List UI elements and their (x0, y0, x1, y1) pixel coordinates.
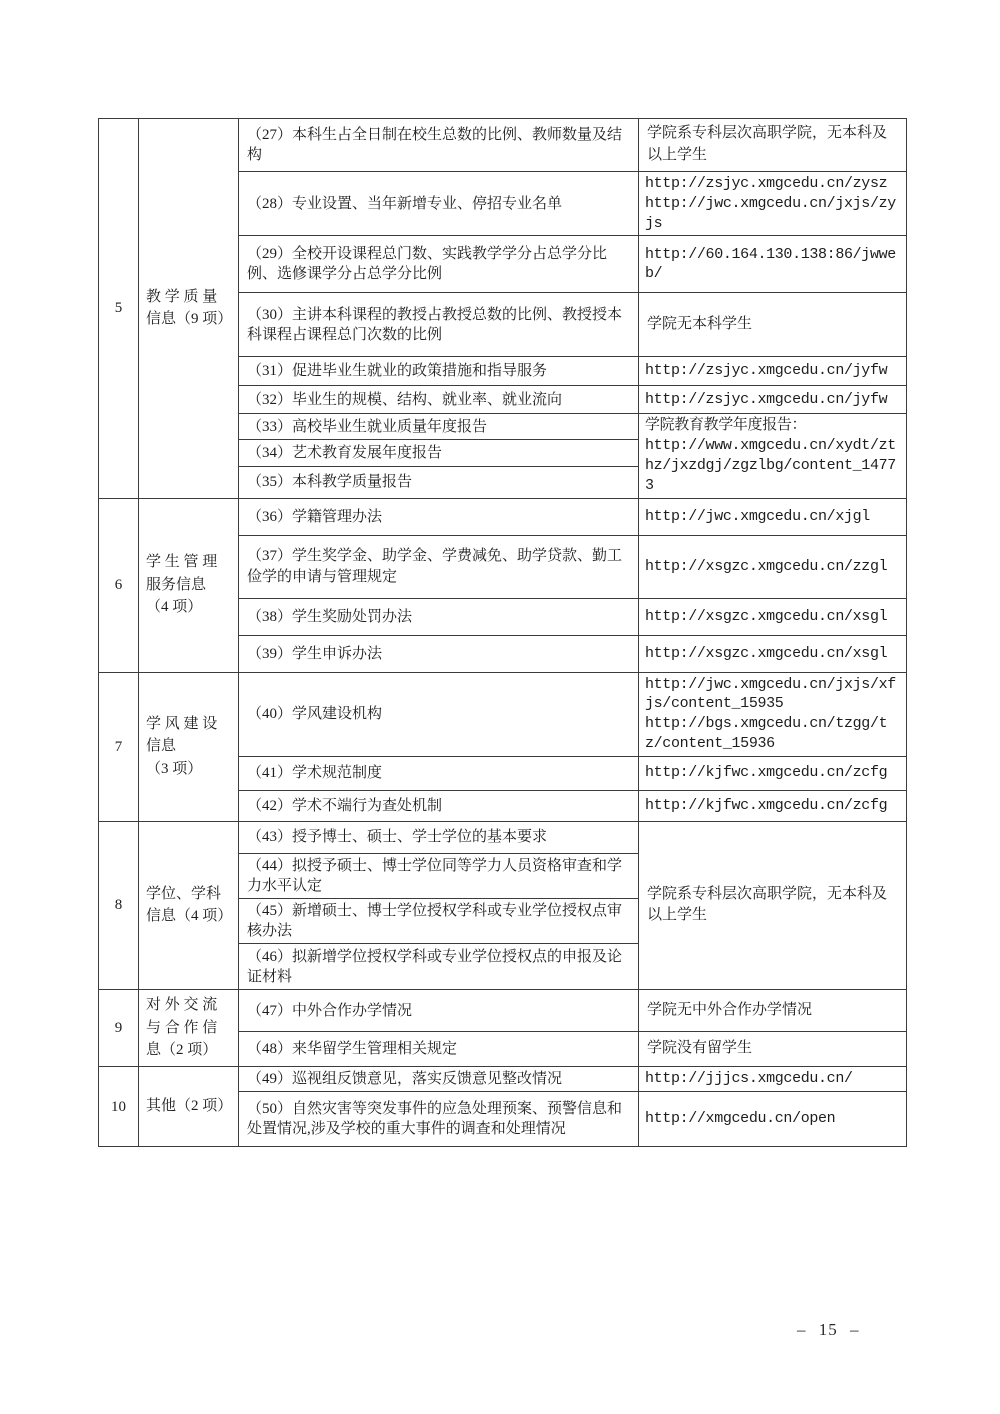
remark-cell: http://60.164.130.138:86/jwweb/ (639, 236, 907, 293)
section-category-cell: 学 风 建 设 信息 （3 项） (139, 672, 239, 821)
item-cell: （35）本科教学质量报告 (239, 467, 639, 498)
remark-cell: http://zsjyc.xmgcedu.cn/jyfw (639, 386, 907, 414)
table-row (99, 1067, 907, 1092)
item-cell: （32）毕业生的规模、结构、就业率、就业流向 (239, 386, 639, 414)
item-cell: （37）学生奖学金、助学金、学费减免、助学贷款、勤工俭学的申请与管理规定 (239, 535, 639, 598)
item-cell: （47）中外合作办学情况 (239, 990, 639, 1032)
section-number-cell: 10 (99, 1067, 139, 1147)
item-cell: （34）艺术教育发展年度报告 (239, 439, 639, 466)
item-cell: （36）学籍管理办法 (239, 498, 639, 535)
item-cell: （45）新增硕士、博士学位授权学科或专业学位授权点审核办法 (239, 898, 639, 943)
remark-cell: http://zsjyc.xmgcedu.cn/zysz http://jwc.xmgcedu.cn/jxjs/zyjs (639, 172, 907, 236)
section-category-cell: 其他（2 项） (139, 1067, 239, 1147)
remark-cell: http://xsgzc.xmgcedu.cn/xsgl (639, 598, 907, 635)
item-cell: （31）促进毕业生就业的政策措施和指导服务 (239, 357, 639, 386)
section-number-cell: 5 (99, 119, 139, 499)
remark-cell: http://xsgzc.xmgcedu.cn/xsgl (639, 635, 907, 672)
remark-cell: 学院教育教学年度报告： http://www.xmgcedu.cn/xydt/zthz/jxzdgj/zgzlbg/content_14773 (639, 414, 907, 498)
section-number-cell: 7 (99, 672, 139, 821)
table-row (99, 672, 907, 756)
remark-cell: 学院系专科层次高职学院，无本科及以上学生 (639, 821, 907, 989)
table-row (99, 498, 907, 535)
remark-cell: http://zsjyc.xmgcedu.cn/jyfw (639, 357, 907, 386)
table-row (99, 821, 907, 853)
section-category-cell: 学位、学科 信息（4 项） (139, 821, 239, 989)
item-cell: （38）学生奖励处罚办法 (239, 598, 639, 635)
item-cell: （29）全校开设课程总门数、实践教学学分占总学分比例、选修课学分占总学分比例 (239, 236, 639, 293)
section-category-cell: 学 生 管 理 服务信息 （4 项） (139, 498, 239, 672)
remark-cell: http://kjfwc.xmgcedu.cn/zcfg (639, 790, 907, 821)
disclosure-info-table (98, 118, 907, 1147)
remark-cell: http://xmgcedu.cn/open (639, 1092, 907, 1147)
item-cell: （39）学生申诉办法 (239, 635, 639, 672)
section-number-cell: 8 (99, 821, 139, 989)
section-category-cell: 对 外 交 流 与 合 作 信 息（2 项） (139, 990, 239, 1067)
item-cell: （48）来华留学生管理相关规定 (239, 1032, 639, 1067)
remark-cell: 学院无中外合作办学情况 (639, 990, 907, 1032)
item-cell: （50）自然灾害等突发事件的应急处理预案、预警信息和处置情况,涉及学校的重大事件的调查和处理情况 (239, 1092, 639, 1147)
item-cell: （33）高校毕业生就业质量年度报告 (239, 414, 639, 439)
item-cell: （30）主讲本科课程的教授占教授总数的比例、教授授本科课程占课程总门次数的比例 (239, 293, 639, 357)
item-cell: （44）拟授予硕士、博士学位同等学力人员资格审查和学力水平认定 (239, 853, 639, 898)
remark-cell: 学院没有留学生 (639, 1032, 907, 1067)
item-cell: （46）拟新增学位授权学科或专业学位授权点的申报及论证材料 (239, 944, 639, 990)
section-number-cell: 6 (99, 498, 139, 672)
item-cell: （42）学术不端行为查处机制 (239, 790, 639, 821)
remark-cell: http://jjjcs.xmgcedu.cn/ (639, 1067, 907, 1092)
table-row (99, 990, 907, 1032)
item-cell: （41）学术规范制度 (239, 756, 639, 790)
item-cell: （43）授予博士、硕士、学士学位的基本要求 (239, 821, 639, 853)
page-number: – 15 – (797, 1320, 860, 1339)
section-number-cell: 9 (99, 990, 139, 1067)
remark-cell: http://jwc.xmgcedu.cn/jxjs/xfjs/content_15935 http://bgs.xmgcedu.cn/tzgg/tz/content_15936 (639, 672, 907, 756)
table-row (99, 119, 907, 172)
section-category-cell: 教 学 质 量 信息（9 项） (139, 119, 239, 499)
remark-cell: 学院无本科学生 (639, 293, 907, 357)
item-cell: （28）专业设置、当年新增专业、停招专业名单 (239, 172, 639, 236)
remark-cell: http://kjfwc.xmgcedu.cn/zcfg (639, 756, 907, 790)
remark-cell: 学院系专科层次高职学院，无本科及以上学生 (639, 119, 907, 172)
remark-cell: http://xsgzc.xmgcedu.cn/zzgl (639, 535, 907, 598)
item-cell: （49）巡视组反馈意见，落实反馈意见整改情况 (239, 1067, 639, 1092)
remark-cell: http://jwc.xmgcedu.cn/xjgl (639, 498, 907, 535)
item-cell: （40）学风建设机构 (239, 672, 639, 756)
item-cell: （27）本科生占全日制在校生总数的比例、教师数量及结构 (239, 119, 639, 172)
